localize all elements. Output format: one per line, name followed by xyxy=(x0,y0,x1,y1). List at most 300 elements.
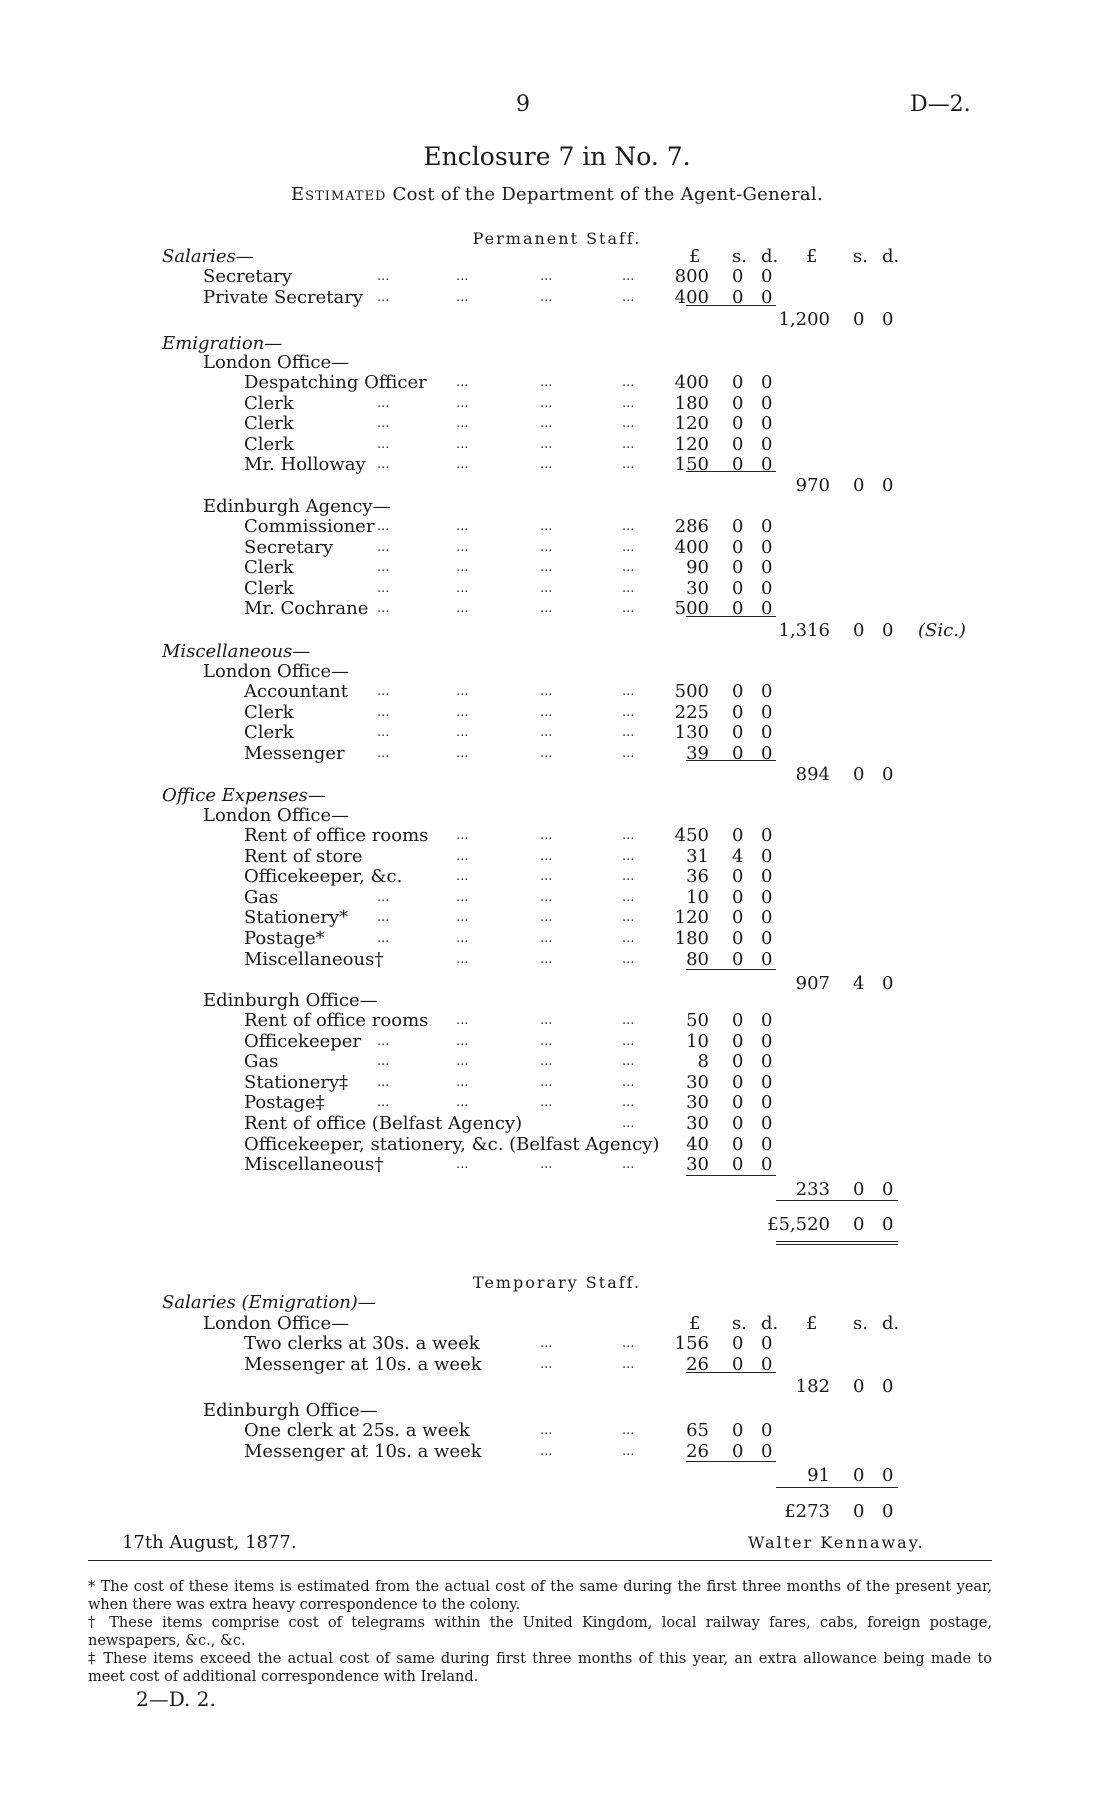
line-item xyxy=(0,537,1114,559)
leader-dots: ... xyxy=(377,704,390,720)
amount-shillings: 0 xyxy=(732,372,744,393)
subsection-title xyxy=(0,496,1114,518)
amount-pounds: 225 xyxy=(674,701,709,723)
leader-dots: ... xyxy=(540,1423,553,1438)
amount-shillings: 0 xyxy=(853,1501,865,1522)
amount-shillings: 0 xyxy=(732,701,744,723)
line-item xyxy=(0,557,1114,579)
line-item xyxy=(0,1134,1114,1156)
col-head-pence-total: d. xyxy=(882,246,900,267)
leader-dots: ... xyxy=(622,828,635,843)
amount-pounds: 120 xyxy=(674,433,709,455)
leader-dots: ... xyxy=(540,289,553,305)
leader-dots: ... xyxy=(622,395,635,411)
line-item xyxy=(0,1441,1114,1463)
amount-pence: 0 xyxy=(761,372,773,393)
amount-shillings: 0 xyxy=(732,1333,744,1354)
subtotal-row xyxy=(0,475,1114,497)
item-label: Clerk xyxy=(244,433,294,455)
signature-mark-row xyxy=(0,1688,1114,1710)
london-office-title: London Office— xyxy=(203,352,350,373)
leader-dots: ... xyxy=(540,395,553,411)
leader-dots: ... xyxy=(622,1013,635,1028)
amount-pence: 0 xyxy=(761,1051,773,1073)
amount-pounds: £5,520 xyxy=(767,1214,830,1235)
leader-dots: ... xyxy=(540,684,553,699)
line-item xyxy=(0,578,1114,600)
amount-pounds: 894 xyxy=(795,764,830,785)
amount-shillings: 0 xyxy=(732,928,744,949)
amount-shillings: 0 xyxy=(732,557,744,579)
amount-pence: 0 xyxy=(761,845,773,867)
subtotal-rule xyxy=(686,1461,776,1462)
leader-dots: ... xyxy=(622,1033,635,1049)
line-item xyxy=(0,1354,1114,1376)
amount-pounds: 31 xyxy=(686,845,709,867)
col-head-pounds: £ xyxy=(689,246,701,267)
leader-dots: ... xyxy=(540,539,553,555)
amount-shillings: 0 xyxy=(732,1010,744,1031)
amount-pence: 0 xyxy=(882,1501,894,1522)
amount-pounds: 30 xyxy=(686,1071,709,1093)
item-label: Stationery* xyxy=(244,907,349,929)
footnote: ‡ These items exceed the actual cost of same during first three months of this year, an extra allowance being made to meet cost of additional correspondence with Ireland. xyxy=(88,1651,992,1685)
leader-dots: ... xyxy=(377,745,390,761)
amount-shillings: 0 xyxy=(732,1420,744,1441)
leader-dots: ... xyxy=(622,560,635,576)
leader-dots: ... xyxy=(540,745,553,761)
item-label: Clerk xyxy=(244,701,294,723)
document-reference: D—2. xyxy=(910,92,971,117)
leader-dots: ... xyxy=(622,457,635,473)
amount-shillings: 0 xyxy=(732,886,744,908)
item-label: Messenger xyxy=(244,742,345,764)
amount-shillings: 0 xyxy=(732,1030,744,1052)
line-item xyxy=(0,907,1114,929)
col-head-shillings-total: s. xyxy=(853,1313,868,1334)
signature: Walter Kennaway. xyxy=(748,1533,925,1552)
amount-shillings: 0 xyxy=(732,948,744,970)
leader-dots: ... xyxy=(540,519,553,534)
item-label: Clerk xyxy=(244,577,294,599)
item-label: Secretary xyxy=(244,536,334,558)
leader-dots: ... xyxy=(456,539,469,555)
leader-dots: ... xyxy=(622,1336,635,1351)
leader-dots: ... xyxy=(456,1054,469,1070)
item-label: Miscellaneous† xyxy=(244,1154,384,1176)
leader-dots: ... xyxy=(456,457,469,473)
amount-pence: 0 xyxy=(761,1440,773,1462)
item-label: Gas xyxy=(244,1051,279,1073)
item-label: Messenger at 10s. a week xyxy=(244,1353,482,1375)
amount-pounds: 450 xyxy=(674,825,709,846)
amount-pounds: 40 xyxy=(686,1133,709,1155)
leader-dots: ... xyxy=(456,725,469,741)
amount-shillings: 0 xyxy=(732,1133,744,1155)
leader-dots: ... xyxy=(540,1356,553,1372)
office-expenses-title: Office Expenses— xyxy=(162,785,326,806)
line-item xyxy=(0,1333,1114,1355)
amount-pence: 0 xyxy=(882,1465,894,1486)
subtotal-rule xyxy=(686,305,776,306)
leader-dots: ... xyxy=(456,1157,469,1173)
amount-shillings: 0 xyxy=(732,536,744,558)
item-label: Rent of office rooms xyxy=(244,1010,429,1031)
subsection-title xyxy=(0,661,1114,683)
amount-pence: 0 xyxy=(761,866,773,888)
leader-dots: ... xyxy=(622,931,635,946)
line-item xyxy=(0,846,1114,868)
amount-pence: 0 xyxy=(761,1071,773,1093)
item-label: Clerk xyxy=(244,557,294,579)
grand-total-rule xyxy=(776,1200,898,1201)
amount-shillings: 0 xyxy=(732,1113,744,1134)
amount-pence: 0 xyxy=(761,454,773,476)
leader-dots: ... xyxy=(377,560,390,576)
amount-shillings: 0 xyxy=(853,1214,865,1235)
leader-dots: ... xyxy=(456,889,469,905)
leader-dots: ... xyxy=(456,684,469,699)
amount-pounds: 800 xyxy=(674,266,709,287)
col-head-pounds-total: £ xyxy=(806,246,818,267)
amount-pence: 0 xyxy=(761,557,773,579)
amount-shillings: 0 xyxy=(853,309,865,330)
leader-dots: ... xyxy=(622,375,635,390)
leader-dots: ... xyxy=(456,848,469,864)
leader-dots: ... xyxy=(622,889,635,905)
leader-dots: ... xyxy=(456,416,469,432)
item-label: Postage‡ xyxy=(244,1092,325,1114)
amount-pounds: 39 xyxy=(686,742,709,764)
col-head-shillings-total: s. xyxy=(853,246,868,267)
amount-pounds: 65 xyxy=(686,1420,709,1441)
item-label: Officekeeper, &c. xyxy=(244,866,403,888)
amount-pounds: 180 xyxy=(674,928,709,949)
date: 17th August, 1877. xyxy=(122,1532,297,1553)
temporary-staff-heading: Temporary Staff. xyxy=(472,1273,642,1292)
amount-shillings: 0 xyxy=(732,1092,744,1114)
leader-dots: ... xyxy=(456,395,469,411)
subtotal-rule xyxy=(686,471,776,472)
amount-shillings: 0 xyxy=(732,266,744,287)
amount-pounds: 120 xyxy=(674,413,709,435)
leader-dots: ... xyxy=(622,519,635,534)
leader-dots: ... xyxy=(540,1336,553,1351)
amount-shillings: 0 xyxy=(732,1071,744,1093)
subtotal-rule xyxy=(686,1175,776,1176)
leader-dots: ... xyxy=(540,560,553,576)
leader-dots: ... xyxy=(622,1074,635,1090)
leader-dots: ... xyxy=(456,269,469,284)
amount-pounds: 36 xyxy=(686,866,709,888)
amount-pence: 0 xyxy=(761,1353,773,1375)
leader-dots: ... xyxy=(540,416,553,432)
line-item xyxy=(0,1031,1114,1053)
amount-pounds: 91 xyxy=(807,1465,830,1486)
item-label: Officekeeper, stationery, &c. (Belfast Agency) xyxy=(244,1133,660,1155)
leader-dots: ... xyxy=(622,951,635,967)
edinburgh-agency-title: Edinburgh Agency— xyxy=(203,496,391,517)
amount-pounds: 286 xyxy=(674,516,709,537)
line-item xyxy=(0,681,1114,703)
line-item xyxy=(0,1154,1114,1176)
leader-dots: ... xyxy=(456,1033,469,1049)
leader-dots: ... xyxy=(377,1054,390,1070)
leader-dots: ... xyxy=(622,869,635,885)
item-label: Clerk xyxy=(244,722,294,744)
section-title xyxy=(0,1292,1114,1314)
leader-dots: ... xyxy=(456,869,469,885)
subtotal-row xyxy=(0,764,1114,786)
amount-shillings: 0 xyxy=(732,1051,744,1073)
item-label: Mr. Holloway xyxy=(244,454,366,476)
section-heading xyxy=(0,1272,1114,1294)
amount-shillings: 0 xyxy=(853,475,865,496)
leader-dots: ... xyxy=(540,828,553,843)
item-label: Officekeeper xyxy=(244,1030,362,1052)
line-item xyxy=(0,1010,1114,1032)
amount-pounds: 8 xyxy=(697,1051,709,1073)
amount-pence: 0 xyxy=(761,742,773,764)
amount-pounds: 120 xyxy=(674,907,709,929)
leader-dots: ... xyxy=(377,416,390,432)
col-head-pence-total: d. xyxy=(882,1313,900,1334)
amount-pounds: 50 xyxy=(686,1010,709,1031)
amount-pence: 0 xyxy=(761,1010,773,1031)
leader-dots: ... xyxy=(540,457,553,473)
leader-dots: ... xyxy=(456,519,469,534)
leader-dots: ... xyxy=(622,436,635,452)
leader-dots: ... xyxy=(377,269,390,284)
leader-dots: ... xyxy=(377,931,390,946)
amount-pence: 0 xyxy=(761,1154,773,1176)
line-item xyxy=(0,743,1114,765)
page-subtitle xyxy=(0,184,1114,205)
office-edinburgh-title: Edinburgh Office— xyxy=(203,990,378,1011)
col-head-pence: d. xyxy=(761,246,779,267)
leader-dots: ... xyxy=(540,1013,553,1028)
subtotal-rule xyxy=(686,760,776,761)
amount-pence: 0 xyxy=(761,266,773,287)
amount-shillings: 0 xyxy=(853,1179,865,1200)
temp-london-title: London Office— xyxy=(203,1313,350,1334)
line-item xyxy=(0,266,1114,288)
amount-shillings: 0 xyxy=(732,722,744,744)
line-item xyxy=(0,702,1114,724)
subsection-title xyxy=(0,990,1114,1012)
signature-mark: 2—D. 2. xyxy=(136,1687,216,1711)
leader-dots: ... xyxy=(377,725,390,741)
amount-shillings: 0 xyxy=(732,1440,744,1462)
footnote: † These items comprise cost of telegrams within the United Kingdom, local railway fares, cabs, foreign postage, newspapers, &c., &c. xyxy=(88,1615,992,1649)
amount-pence: 0 xyxy=(882,620,894,641)
leader-dots: ... xyxy=(456,951,469,967)
subsection-title xyxy=(0,1400,1114,1422)
subtotal-rule xyxy=(686,969,776,970)
leader-dots: ... xyxy=(377,1095,390,1111)
leader-dots: ... xyxy=(540,1443,553,1459)
leader-dots: ... xyxy=(622,1157,635,1173)
leader-dots: ... xyxy=(622,704,635,720)
amount-shillings: 0 xyxy=(732,681,744,702)
leader-dots: ... xyxy=(456,745,469,761)
line-item xyxy=(0,949,1114,971)
page-title: Enclosure 7 in No. 7. xyxy=(423,142,691,171)
amount-pence: 0 xyxy=(761,886,773,908)
grand-total-row xyxy=(0,1214,1114,1236)
subtotal-row xyxy=(0,620,1114,642)
amount-pence: 0 xyxy=(761,1113,773,1134)
leader-dots: ... xyxy=(622,745,635,761)
col-head-pounds: £ xyxy=(689,1313,701,1334)
amount-shillings: 0 xyxy=(853,1465,865,1486)
amount-pence: 0 xyxy=(761,701,773,723)
temp-salaries-title: Salaries (Emigration)— xyxy=(162,1292,376,1313)
amount-shillings: 0 xyxy=(853,764,865,785)
amount-pounds: 400 xyxy=(674,286,709,308)
leader-dots: ... xyxy=(456,828,469,843)
line-item xyxy=(0,372,1114,394)
line-item xyxy=(0,287,1114,309)
col-head-shillings: s. xyxy=(732,246,747,267)
item-label: Stationery‡ xyxy=(244,1071,349,1093)
leader-dots: ... xyxy=(377,889,390,905)
leader-dots: ... xyxy=(456,704,469,720)
amount-pounds: 180 xyxy=(674,392,709,414)
leader-dots: ... xyxy=(377,1033,390,1049)
amount-pence: 0 xyxy=(761,598,773,620)
leader-dots: ... xyxy=(456,1074,469,1090)
amount-pence: 0 xyxy=(761,681,773,702)
amount-pence: 0 xyxy=(761,1333,773,1354)
amount-shillings: 0 xyxy=(732,1154,744,1176)
amount-pence: 0 xyxy=(761,392,773,414)
subsection-title xyxy=(0,805,1114,827)
amount-pounds: 1,316 xyxy=(778,620,830,641)
sic-note: (Sic.) xyxy=(918,620,966,641)
amount-pounds: 26 xyxy=(686,1353,709,1375)
col-head-shillings: s. xyxy=(732,1313,747,1334)
leader-dots: ... xyxy=(377,395,390,411)
leader-dots: ... xyxy=(622,289,635,305)
leader-dots: ... xyxy=(377,289,390,305)
leader-dots: ... xyxy=(377,436,390,452)
item-label: Two clerks at 30s. a week xyxy=(244,1333,480,1354)
amount-pounds: 233 xyxy=(795,1179,830,1200)
item-label: Secretary xyxy=(203,266,293,287)
amount-pounds: 80 xyxy=(686,948,709,970)
item-label: Messenger at 10s. a week xyxy=(244,1440,482,1462)
subtotal-rule xyxy=(686,1372,776,1373)
amount-pence: 0 xyxy=(882,475,894,496)
amount-pounds: 90 xyxy=(686,557,709,579)
amount-pounds: 500 xyxy=(674,681,709,702)
amount-pounds: 907 xyxy=(795,973,830,994)
leader-dots: ... xyxy=(540,725,553,741)
amount-pence: 0 xyxy=(882,764,894,785)
amount-pence: 0 xyxy=(882,973,894,994)
amount-pounds: 156 xyxy=(674,1333,709,1354)
amount-pounds: 30 xyxy=(686,1113,709,1134)
amount-pounds: 10 xyxy=(686,886,709,908)
leader-dots: ... xyxy=(456,910,469,926)
line-item xyxy=(0,413,1114,435)
line-item xyxy=(0,1113,1114,1135)
subtitle-lead: Estimated xyxy=(291,184,387,205)
leader-dots: ... xyxy=(377,684,390,699)
amount-shillings: 0 xyxy=(732,433,744,455)
amount-pounds: 30 xyxy=(686,1092,709,1114)
amount-pounds: 30 xyxy=(686,577,709,599)
item-label: Rent of store xyxy=(244,845,363,867)
misc-london-title: London Office— xyxy=(203,661,350,682)
leader-dots: ... xyxy=(456,560,469,576)
amount-pence: 0 xyxy=(761,928,773,949)
temp-edinburgh-title: Edinburgh Office— xyxy=(203,1400,378,1421)
leader-dots: ... xyxy=(622,601,635,617)
leader-dots: ... xyxy=(540,580,553,596)
amount-shillings: 0 xyxy=(732,598,744,620)
amount-pence: 0 xyxy=(761,286,773,308)
leader-dots: ... xyxy=(622,1356,635,1372)
subtotal-row xyxy=(0,1179,1114,1201)
amount-pence: 0 xyxy=(761,825,773,846)
item-label: Miscellaneous† xyxy=(244,948,384,970)
leader-dots: ... xyxy=(456,436,469,452)
item-label: Despatching Officer xyxy=(244,372,427,393)
item-label: Accountant xyxy=(244,681,348,702)
item-label: Clerk xyxy=(244,392,294,414)
section-title xyxy=(0,785,1114,807)
leader-dots: ... xyxy=(377,457,390,473)
salaries-title: Salaries— xyxy=(162,246,254,267)
leader-dots: ... xyxy=(377,1074,390,1090)
amount-pence: 0 xyxy=(882,309,894,330)
line-item xyxy=(0,516,1114,538)
line-item xyxy=(0,454,1114,476)
line-item xyxy=(0,825,1114,847)
subtotal-row xyxy=(0,1376,1114,1398)
line-item xyxy=(0,1051,1114,1073)
subsection-title xyxy=(0,352,1114,374)
leader-dots: ... xyxy=(540,910,553,926)
leader-dots: ... xyxy=(622,539,635,555)
leader-dots: ... xyxy=(622,1116,635,1131)
amount-pounds: 182 xyxy=(795,1376,830,1397)
section-title xyxy=(0,641,1114,663)
item-label: Clerk xyxy=(244,413,294,435)
leader-dots: ... xyxy=(540,889,553,905)
amount-pounds: £273 xyxy=(784,1501,830,1522)
leader-dots: ... xyxy=(456,1013,469,1028)
amount-pence: 0 xyxy=(761,536,773,558)
footnote-rule xyxy=(88,1560,992,1561)
amount-pence: 0 xyxy=(882,1376,894,1397)
office-london-title: London Office— xyxy=(203,805,350,826)
footnote: * The cost of these items is estimated from the actual cost of the same during the first three months of the present year, when there was extra heavy correspondence to the colony. xyxy=(88,1579,992,1613)
amount-shillings: 0 xyxy=(853,1376,865,1397)
emigration-title: Emigration— xyxy=(162,333,283,354)
leader-dots: ... xyxy=(540,1054,553,1070)
leader-dots: ... xyxy=(377,580,390,596)
amount-pounds: 1,200 xyxy=(778,309,830,330)
leader-dots: ... xyxy=(456,375,469,390)
line-item xyxy=(0,434,1114,456)
line-item xyxy=(0,598,1114,620)
leader-dots: ... xyxy=(456,1095,469,1111)
amount-pence: 0 xyxy=(761,1030,773,1052)
leader-dots: ... xyxy=(540,1095,553,1111)
